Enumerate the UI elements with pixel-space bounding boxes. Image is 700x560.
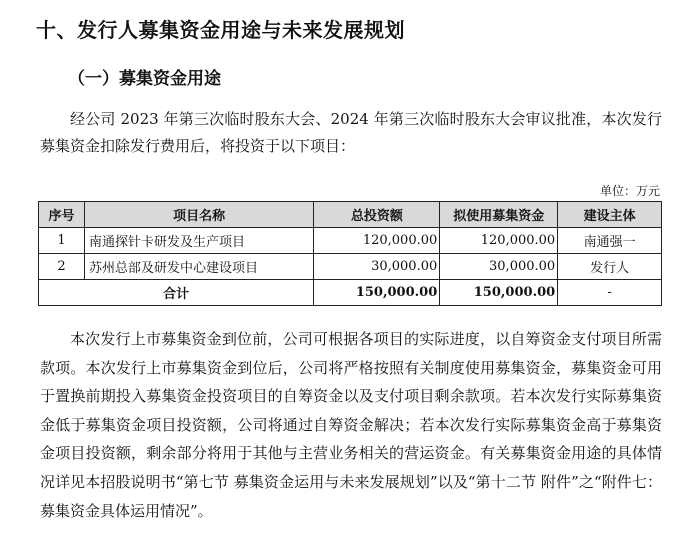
header-project-name: 项目名称 xyxy=(84,202,313,228)
table-total-row xyxy=(39,280,662,306)
table-row xyxy=(39,254,662,280)
table-header-row xyxy=(39,202,662,228)
total-entity: - xyxy=(558,280,662,306)
body-paragraph: 本次发行上市募集资金到位前，公司可根据各项目的实际进度，以自筹资金支付项目所需款项。本次发行上市募集资金到位后，公司将严格按照有关制度使用募集资金，募集资金可用于置换前期投入募集资金投资项目的自筹资金以及支付项目剩余款项。若本次发行实际募集资金低于募集资金项目投资额，公司将通过自筹资金解决；若本次发行实际募集资金高于募集资金项目投资额，剩余部分将用于其他与主营业务相关的营运资金。有关募集资金用途的具体情况详见本招股说明书“第七节 募集资金运用与未来发展规划”以及“第十二节 附件”之“附件七：募集资金具体运用情况”。 xyxy=(40,330,662,520)
section-heading: 十、发行人募集资金用途与未来发展规划 xyxy=(36,18,405,42)
subsection-heading: （一）募集资金用途 xyxy=(68,69,221,89)
cell-raised-funds: 120,000.00 xyxy=(440,228,558,254)
cell-no: 1 xyxy=(39,228,85,254)
cell-project-name: 南通探针卡研发及生产项目 xyxy=(84,228,313,254)
header-no: 序号 xyxy=(39,202,85,228)
cell-total-investment: 30,000.00 xyxy=(314,254,440,280)
cell-entity: 南通强一 xyxy=(558,228,662,254)
cell-total-investment: 120,000.00 xyxy=(314,228,440,254)
cell-raised-funds: 30,000.00 xyxy=(440,254,558,280)
total-investment-sum: 150,000.00 xyxy=(314,280,440,306)
header-total-investment: 总投资额 xyxy=(314,202,440,228)
header-raised-funds: 拟使用募集资金 xyxy=(440,202,558,228)
cell-project-name: 苏州总部及研发中心建设项目 xyxy=(84,254,313,280)
cell-entity: 发行人 xyxy=(558,254,662,280)
intro-paragraph: 经公司 2023 年第三次临时股东大会、2024 年第三次临时股东大会审议批准，本次发行募集资金扣除发行费用后，将投资于以下项目： xyxy=(40,110,662,155)
unit-label: 单位：万元 xyxy=(599,184,660,198)
header-entity: 建设主体 xyxy=(558,202,662,228)
fund-usage-table xyxy=(38,201,662,306)
table-row xyxy=(39,228,662,254)
cell-no: 2 xyxy=(39,254,85,280)
total-raised-sum: 150,000.00 xyxy=(440,280,558,306)
total-label: 合计 xyxy=(39,280,314,306)
